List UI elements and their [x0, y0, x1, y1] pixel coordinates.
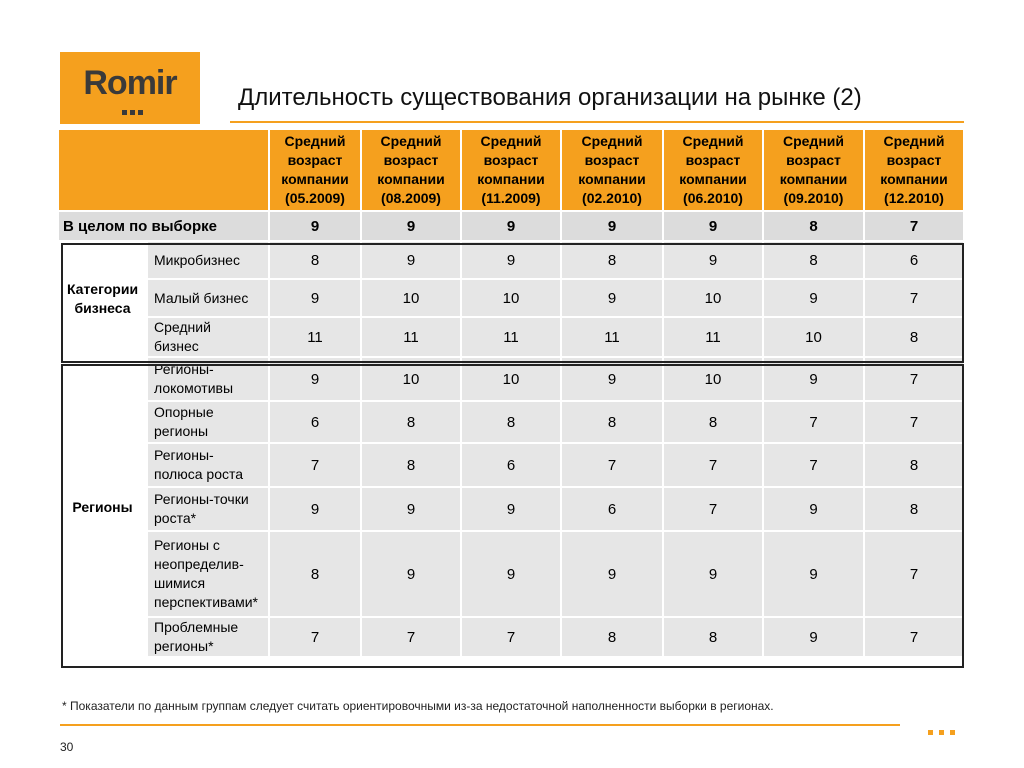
slide-title: Длительность существования организации на рынке (2): [238, 84, 862, 111]
column-header: Средний возраст компании (08.2009): [362, 130, 462, 212]
table-cell: 7: [462, 618, 562, 658]
table-cell: 10: [462, 358, 562, 402]
table-cell: 9: [362, 532, 462, 618]
table-cell: 9: [764, 488, 865, 532]
group-label: Регионы: [59, 358, 148, 658]
table-cell: 8: [664, 402, 764, 444]
table-cell: 7: [865, 358, 965, 402]
table-cell: 7: [865, 280, 965, 318]
group-label: Категории бизнеса: [59, 242, 148, 358]
row-label: Средний бизнес: [148, 318, 270, 358]
table-cell: 9: [764, 280, 865, 318]
table-cell: 11: [562, 318, 664, 358]
table-row: [59, 242, 965, 280]
table-cell: 6: [865, 242, 965, 280]
total-cell: 9: [562, 212, 664, 242]
column-header: Средний возраст компании (02.2010): [562, 130, 664, 212]
total-cell: 7: [865, 212, 965, 242]
table-cell: 11: [462, 318, 562, 358]
table-cell: 7: [764, 444, 865, 488]
table-row: [59, 444, 965, 488]
table-cell: 6: [562, 488, 664, 532]
data-table: [59, 130, 965, 658]
table-cell: 8: [362, 402, 462, 444]
column-header: Средний возраст компании (09.2010): [764, 130, 865, 212]
table-cell: 9: [764, 358, 865, 402]
total-cell: 9: [362, 212, 462, 242]
table-cell: 9: [764, 618, 865, 658]
table-cell: 9: [664, 532, 764, 618]
column-header: Средний возраст компании (12.2010): [865, 130, 965, 212]
total-cell: 9: [270, 212, 362, 242]
row-label: Регионы- локомотивы: [148, 358, 270, 402]
total-row: [59, 212, 965, 242]
table-cell: 9: [562, 280, 664, 318]
table-cell: 7: [865, 532, 965, 618]
total-cell: 9: [462, 212, 562, 242]
table-cell: 9: [270, 358, 362, 402]
table-cell: 8: [865, 488, 965, 532]
table-cell: 10: [462, 280, 562, 318]
table-cell: 10: [764, 318, 865, 358]
table-cell: 7: [270, 618, 362, 658]
table-row: [59, 318, 965, 358]
table-cell: 9: [664, 242, 764, 280]
row-label: Проблемные регионы*: [148, 618, 270, 658]
table-cell: 8: [764, 242, 865, 280]
table-cell: 8: [562, 402, 664, 444]
table-cell: 8: [865, 444, 965, 488]
table-cell: 9: [562, 532, 664, 618]
table-cell: 8: [562, 618, 664, 658]
table-cell: 7: [664, 444, 764, 488]
table-cell: 6: [270, 402, 362, 444]
table-cell: 9: [362, 488, 462, 532]
table-cell: 9: [462, 488, 562, 532]
row-label: Опорные регионы: [148, 402, 270, 444]
title-divider: [230, 121, 964, 123]
row-label: Микробизнес: [148, 242, 270, 280]
romir-logo: [60, 52, 200, 124]
table-row: [59, 280, 965, 318]
table-cell: 7: [865, 402, 965, 444]
table-cell: 9: [462, 242, 562, 280]
table-cell: 7: [562, 444, 664, 488]
table-cell: 9: [362, 242, 462, 280]
column-header: Средний возраст компании (05.2009): [270, 130, 362, 212]
table-row: [59, 532, 965, 618]
row-label: Малый бизнес: [148, 280, 270, 318]
table-cell: 6: [462, 444, 562, 488]
column-header: Средний возраст компании (06.2010): [664, 130, 764, 212]
logo-dots-icon: [122, 102, 146, 120]
row-label: Регионы-точки роста*: [148, 488, 270, 532]
total-cell: 8: [764, 212, 865, 242]
dots-icon: [928, 722, 961, 740]
table-row: [59, 618, 965, 658]
header-blank: [59, 130, 270, 212]
total-cell: 9: [664, 212, 764, 242]
table-cell: 10: [664, 280, 764, 318]
table-cell: 10: [362, 280, 462, 318]
bottom-divider: [60, 724, 900, 726]
table-cell: 7: [362, 618, 462, 658]
table-cell: 8: [270, 242, 362, 280]
table-cell: 7: [664, 488, 764, 532]
logo-text: Romir: [83, 64, 177, 102]
table-cell: 10: [664, 358, 764, 402]
column-header: Средний возраст компании (11.2009): [462, 130, 562, 212]
table-cell: 9: [270, 280, 362, 318]
footnote: * Показатели по данным группам следует считать ориентировочными из-за недостаточной наполненности выборки в регионах.: [62, 699, 774, 713]
row-label: Регионы- полюса роста: [148, 444, 270, 488]
table-row: [59, 358, 965, 402]
table-cell: 8: [270, 532, 362, 618]
row-label: Регионы с неопределив- шимися перспективами*: [148, 532, 270, 618]
table-cell: 8: [462, 402, 562, 444]
total-label: В целом по выборке: [59, 212, 270, 242]
table-cell: 9: [270, 488, 362, 532]
table-cell: 8: [362, 444, 462, 488]
table-row: [59, 488, 965, 532]
table-cell: 11: [664, 318, 764, 358]
table-cell: 9: [462, 532, 562, 618]
table-cell: 7: [764, 402, 865, 444]
page-number: 30: [60, 740, 74, 754]
table-cell: 11: [362, 318, 462, 358]
table-cell: 11: [270, 318, 362, 358]
table-cell: 7: [865, 618, 965, 658]
table-cell: 9: [562, 358, 664, 402]
table-cell: 8: [562, 242, 664, 280]
table-row: [59, 402, 965, 444]
header-row: [59, 130, 965, 212]
table-cell: 7: [270, 444, 362, 488]
table-cell: 9: [764, 532, 865, 618]
table-cell: 8: [865, 318, 965, 358]
table-cell: 8: [664, 618, 764, 658]
table-cell: 10: [362, 358, 462, 402]
